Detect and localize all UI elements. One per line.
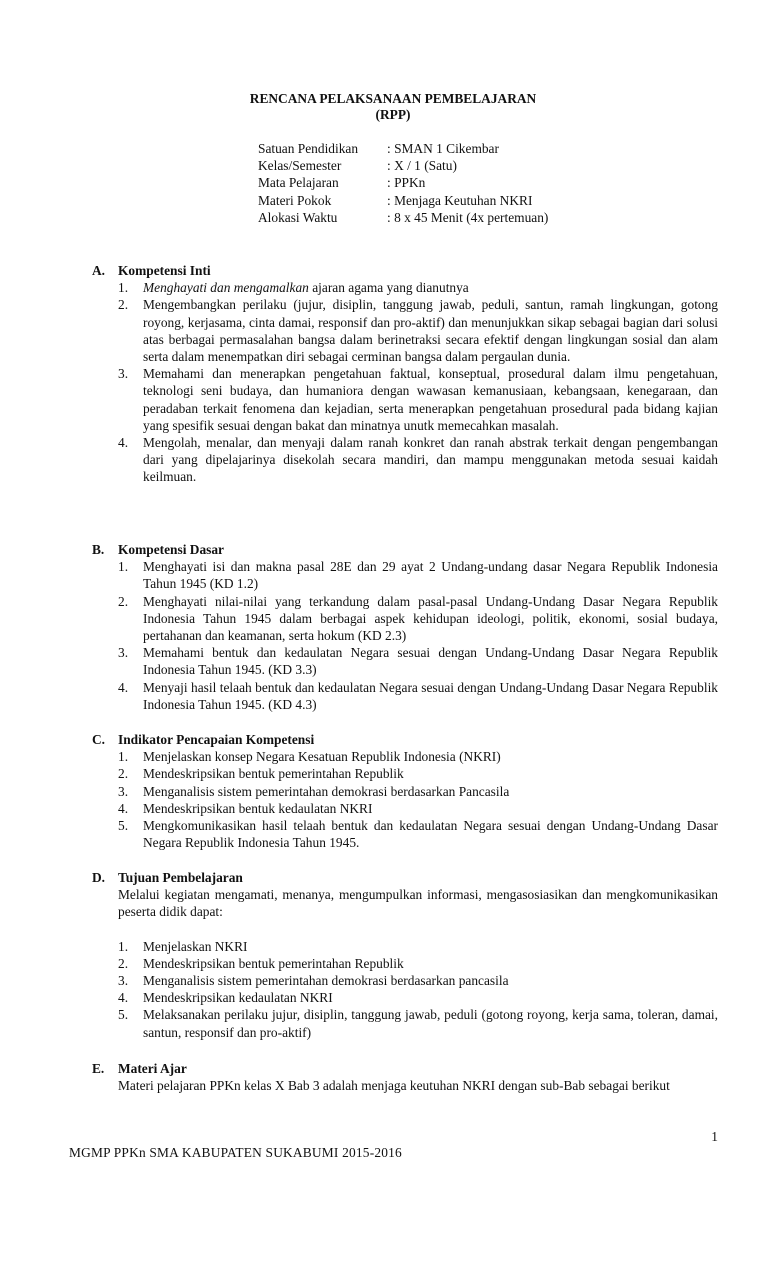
list-item-text: Menghayati nilai-nilai yang terkandung dalam pasal-pasal Undang-Undang Dasar Negara Republik Indonesia Tahun 1945 dalam berbagai aspek kehidupan ideologi, politik, ekonomi, sosial budaya, pertahanan dan keamanan, serta hokum (KD 2.3): [143, 593, 718, 643]
list-item-text: Menyaji hasil telaah bentuk dan kedaulatan Negara sesuai dengan Undang-Undang Dasar Negara Republik Indonesia Tahun 1945. (KD 4.3): [143, 679, 718, 712]
section-title: Kompetensi Dasar: [118, 542, 225, 557]
identity-value: : Menjaga Keutuhan NKRI: [387, 192, 533, 208]
list-item-text: Memahami bentuk dan kedaulatan Negara sesuai dengan Undang-Undang Dasar Negara Republik Indonesia Tahun 1945. (KD 3.3): [143, 645, 718, 678]
section-letter: E.: [92, 1061, 105, 1076]
document-title: RENCANA PELAKSANAAN PEMBELAJARAN: [249, 91, 537, 106]
section-heading: [92, 1060, 718, 1077]
ordered-list: [92, 558, 718, 713]
identity-value: : 8 x 45 Menit (4x pertemuan): [387, 209, 549, 225]
page-number: 1: [711, 1129, 718, 1144]
identity-label: Materi Pokok: [258, 192, 332, 208]
identity-value: : SMAN 1 Cikembar: [387, 141, 499, 156]
italic-phrase: Menghayati dan mengamalkan: [143, 280, 309, 296]
list-item-text: Menjelaskan konsep Negara Kesatuan Republik Indonesia (NKRI): [143, 749, 501, 765]
list-item: 3. Menganalisis sistem pemerintahan demokrasi berdasarkan pancasila: [118, 972, 718, 989]
list-item-text: Memahami dan menerapkan pengetahuan faktual, konseptual, prosedural dalam ilmu pengetahuan, teknologi seni budaya, dan humaniora dengan wawasan kemanusiaan, kebangsaan, kenegaraan, dan peradaban terkait fenomena dan kejadian, serta menerapkan pengetahuan prosedural pada bidang kajian yang spesifik sesuai dengan bakat dan minatnya unutk memecahkan masalah.: [143, 366, 718, 433]
list-item-text: Menganalisis sistem pemerintahan demokrasi berdasarkan pancasila: [143, 973, 509, 988]
list-item: 2. Mengembangkan perilaku (jujur, disiplin, tanggung jawab, peduli, santun, ramah lingkungan, gotong royong, kerjasama, cinta damai, responsif dan pro-aktif) dan menunjukkan sikap sebagai bagian dari solusi atas berbagai permasalahan bangsa dalam berinetraksi secara efektif dengan lingkungan sosial dan alam serta dalam menempatkan diri sebagai cerminan bangsa dalam pergaulan dunia.: [118, 297, 718, 364]
list-item: 3. Memahami bentuk dan kedaulatan Negara sesuai dengan Undang-Undang Dasar Negara Republik Indonesia Tahun 1945. (KD 3.3): [118, 645, 718, 678]
list-item-text: Mendeskripsikan bentuk kedaulatan NKRI: [143, 800, 373, 816]
list-item: 4. Menyaji hasil telaah bentuk dan kedaulatan Negara sesuai dengan Undang-Undang Dasar Negara Republik Indonesia Tahun 1945. (KD 4.3): [118, 679, 718, 712]
list-item: 1. Menghayati isi dan makna pasal 28E dan 29 ayat 2 Undang-undang dasar Negara Republik Indonesia Tahun 1945 (KD 1.2): [118, 559, 718, 592]
identity-row: [258, 140, 548, 157]
list-item-text: Mengkomunikasikan hasil telaah bentuk dan kedaulatan Negara sesuai dengan Undang-Undang Dasar Negara Republik Indonesia Tahun 1945.: [143, 818, 718, 851]
list-item-text: Mengolah, menalar, dan menyaji dalam ranah konkret dan ranah abstrak terkait dengan pengembangan dari yang dipelajarinya disekolah secara mandiri, dan mampu menggunakan metoda sesuai kaidah keilmuan.: [143, 435, 718, 485]
list-item-text: ajaran agama yang dianutnya: [308, 280, 469, 296]
document-subtitle: (RPP): [375, 107, 411, 122]
section-kompetensi-dasar: [92, 541, 718, 713]
identity-label: Kelas/Semester: [258, 158, 342, 174]
identity-label: Satuan Pendidikan: [258, 141, 359, 156]
list-item: 5. Mengkomunikasikan hasil telaah bentuk dan kedaulatan Negara sesuai dengan Undang-Undang Dasar Negara Republik Indonesia Tahun 1945.: [118, 818, 718, 851]
list-item: 1. Menjelaskan NKRI: [118, 938, 718, 955]
list-item-text: Melaksanakan perilaku jujur, disiplin, tanggung jawab, peduli (gotong royong, kerja sama, toleran, damai, santun, responsif dan pro-aktif): [143, 1007, 718, 1040]
page-footer: MGMP PPKn SMA KABUPATEN SUKABUMI 2015-2016: [69, 1145, 402, 1160]
section-intro: Materi pelajaran PPKn kelas X Bab 3 adalah menjaga keutuhan NKRI dengan sub-Bab sebagai berikut: [118, 1078, 670, 1094]
identity-value: : PPKn: [387, 175, 426, 191]
identity-label: Alokasi Waktu: [258, 209, 338, 225]
section-title: Materi Ajar: [118, 1061, 187, 1076]
ordered-list: [92, 748, 718, 851]
list-item-text: Mendeskripsikan kedaulatan NKRI: [143, 990, 333, 1006]
section-indikator: [92, 731, 718, 851]
identity-row: [258, 157, 548, 174]
list-item: 4. Mendeskripsikan bentuk kedaulatan NKRI: [118, 800, 718, 817]
identity-row: [258, 174, 548, 191]
list-item-text: Mengembangkan perilaku (jujur, disiplin, tanggung jawab, peduli, santun, ramah lingkungan, gotong royong, kerjasama, cinta damai, responsif dan pro-aktif) dan menunjukkan sikap sebagai bagian dari solusi atas berbagai permasalahan bangsa dalam berinetraksi secara efektif dengan lingkungan sosial dan alam serta dalam menempatkan diri sebagai cerminan bangsa dalam pergaulan dunia.: [143, 297, 718, 364]
list-item: 2. Menghayati nilai-nilai yang terkandung dalam pasal-pasal Undang-Undang Dasar Negara Republik Indonesia Tahun 1945 dalam berbagai aspek kehidupan ideologi, politik, ekonomi, sosial budaya, pertahanan dan keamanan, serta hokum (KD 2.3): [118, 593, 718, 643]
list-item-text: Menghayati isi dan makna pasal 28E dan 29 ayat 2 Undang-undang dasar Negara Republik Indonesia Tahun 1945 (KD 1.2): [143, 559, 718, 592]
list-item: 1. Menjelaskan konsep Negara Kesatuan Republik Indonesia (NKRI): [118, 748, 718, 765]
section-materi-ajar: [92, 1060, 718, 1094]
identity-row: [258, 192, 548, 209]
section-title: Kompetensi Inti: [118, 263, 211, 278]
section-heading: [92, 541, 718, 558]
section-heading: [92, 869, 718, 886]
identity-label: Mata Pelajaran: [258, 175, 339, 191]
identity-row: [258, 209, 548, 226]
section-tujuan: [92, 869, 718, 1041]
list-item-text: Menjelaskan NKRI: [143, 938, 248, 954]
section-letter: B.: [92, 542, 105, 557]
list-item: 1. Menghayati dan mengamalkan ajaran agama yang dianutnya: [118, 280, 469, 296]
ordered-list: [92, 938, 718, 1041]
list-item: 4. Mendeskripsikan kedaulatan NKRI: [118, 989, 718, 1006]
list-item: 3. Memahami dan menerapkan pengetahuan faktual, konseptual, prosedural dalam ilmu pengetahuan, teknologi seni budaya, dan humaniora dengan wawasan kemanusiaan, kebangsaan, kenegaraan, dan peradaban terkait fenomena dan kejadian, serta menerapkan pengetahuan prosedural pada bidang kajian yang spesifik sesuai dengan bakat dan minatnya unutk memecahkan masalah.: [118, 366, 718, 433]
list-item: 2. Mendeskripsikan bentuk pemerintahan Republik: [118, 765, 718, 782]
section-heading: [92, 731, 718, 748]
list-item: 3. Menganalisis sistem pemerintahan demokrasi berdasarkan Pancasila: [118, 783, 718, 800]
section-kompetensi-inti: [92, 262, 718, 486]
section-heading: [92, 262, 718, 279]
identity-table: [258, 140, 548, 226]
section-title: Indikator Pencapaian Kompetensi: [118, 732, 315, 747]
section-title: Tujuan Pembelajaran: [118, 870, 243, 885]
list-item: 2. Mendeskripsikan bentuk pemerintahan Republik: [118, 955, 718, 972]
ordered-list: [92, 279, 718, 485]
identity-value: : X / 1 (Satu): [387, 158, 457, 174]
list-item-text: Mendeskripsikan bentuk pemerintahan Republik: [143, 766, 404, 782]
section-letter: A.: [92, 263, 106, 278]
list-item: 5. Melaksanakan perilaku jujur, disiplin, tanggung jawab, peduli (gotong royong, kerja sama, toleran, damai, santun, responsif dan pro-aktif): [118, 1007, 718, 1040]
section-letter: D.: [92, 870, 106, 885]
section-letter: C.: [92, 732, 106, 747]
list-item: 4. Mengolah, menalar, dan menyaji dalam ranah konkret dan ranah abstrak terkait dengan pengembangan dari yang dipelajarinya disekolah secara mandiri, dan mampu menggunakan metoda sesuai kaidah keilmuan.: [118, 435, 718, 485]
list-item-text: Menganalisis sistem pemerintahan demokrasi berdasarkan Pancasila: [143, 783, 510, 799]
list-item-text: Mendeskripsikan bentuk pemerintahan Republik: [143, 955, 404, 971]
section-intro: Melalui kegiatan mengamati, menanya, mengumpulkan informasi, mengasosiasikan dan mengkomunikasikan peserta didik dapat:: [118, 887, 718, 920]
